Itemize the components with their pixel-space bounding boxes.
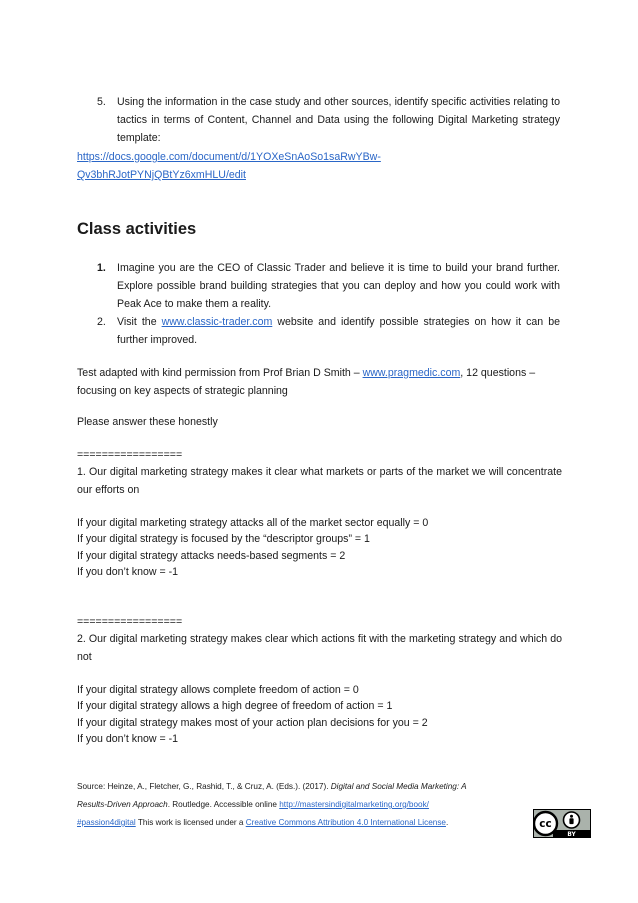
by-label: BY [567, 832, 576, 838]
source-footer: Source: Heinze, A., Fletcher, G., Rashid, T., & Cruz, A. (Eds.). (2017). Digital and Social Media Marketing: A Results-Driven Approach. Routledge. Accessible online http://mastersindigitalmarketing.org/book/ #passion4digital This work is licensed under a Creative Commons Attribution 4.0 International License. [77, 782, 467, 827]
q1-answer-2: If your digital strategy attacks needs-based segments = 2 [77, 550, 346, 562]
q1-answer-1: If your digital strategy is focused by the “descriptor groups” = 1 [77, 533, 370, 545]
q2-answer-1: If your digital strategy allows a high degree of freedom of action = 1 [77, 700, 393, 712]
please-answer-text: Please answer these honestly [77, 416, 218, 428]
test-intro: Test adapted with kind permission from Prof Brian D Smith – www.pragmedic.com, 12 questions – focusing on key aspects of strategic planning [77, 367, 536, 397]
license-link[interactable]: Creative Commons Attribution 4.0 International License [245, 818, 446, 827]
hashtag-link[interactable]: #passion4digital [77, 818, 136, 827]
book-link[interactable]: http://mastersindigitalmarketing.org/book/ [279, 800, 429, 809]
activity-2-text: Visit the www.classic-trader.com website and identify possible strategies on how it can be further improved. [117, 316, 560, 346]
template-link-block [77, 148, 577, 184]
separator-1: ================= [77, 449, 183, 461]
person-body [569, 818, 573, 824]
creative-commons-by-badge[interactable] [533, 809, 591, 838]
template-link-line-1[interactable]: https://docs.google.com/document/d/1YOXeSnAoSo1saRwYBw- [77, 151, 381, 163]
q2-answer-0: If your digital strategy allows complete freedom of action = 0 [77, 684, 359, 696]
class-activities-heading: Class activities [77, 220, 197, 238]
activity-1-text: Imagine you are the CEO of Classic Trader and believe it is time to build your brand further. Explore possible brand building strategies that you can deploy and how you could work with Peak Ace to make them a reality. [117, 262, 560, 310]
q2-answer-2: If your digital strategy makes most of your action plan decisions for you = 2 [77, 717, 428, 729]
q2-answer-3: If you don’t know = -1 [77, 733, 178, 745]
activity-1-number: 1. [97, 262, 106, 274]
book-title-part-1: Digital and Social Media Marketing: A [330, 782, 467, 791]
book-title-part-2: Results-Driven Approach [77, 800, 168, 809]
activity-2-number: 2. [97, 316, 106, 328]
test-question-2: 2. Our digital marketing strategy makes clear which actions fit with the marketing strategy and which do not [77, 633, 562, 663]
pragmedic-link[interactable]: www.pragmedic.com [362, 367, 461, 379]
question-5-number: 5. [97, 96, 106, 108]
q1-answer-0: If your digital marketing strategy attacks all of the market sector equally = 0 [77, 517, 429, 529]
q1-answer-3: If you don’t know = -1 [77, 566, 178, 578]
person-head [570, 815, 573, 818]
classic-trader-link[interactable]: www.classic-trader.com [161, 316, 273, 328]
test-question-1: 1. Our digital marketing strategy makes it clear what markets or parts of the market we will concentrate our efforts on [77, 466, 562, 496]
template-link-line-2[interactable]: Qv3bhRJotPYNjQBtYz6xmHLU/edit [77, 169, 246, 181]
cc-logo-text: cc [539, 818, 552, 831]
question-5-text: Using the information in the case study and other sources, identify specific activities relating to tactics in terms of Content, Channel and Data using the following Digital Marketing strategy template: [117, 96, 560, 144]
separator-2: ================= [77, 616, 183, 628]
